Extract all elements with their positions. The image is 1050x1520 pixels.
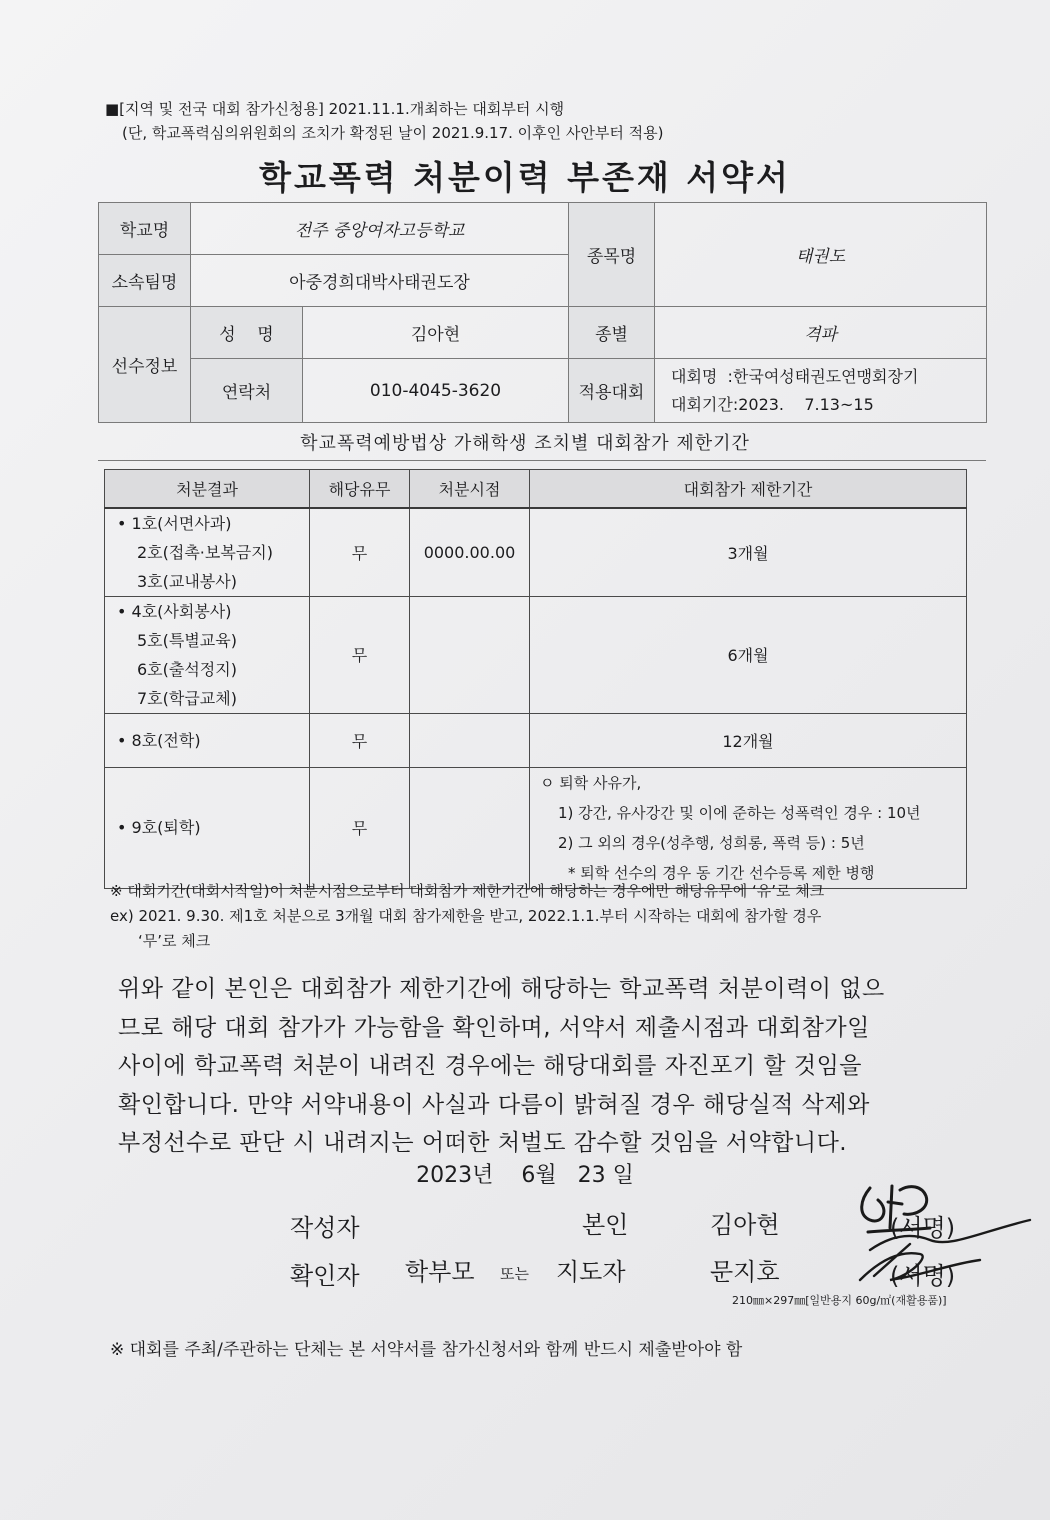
disposition-item: 7호(학급교체) (137, 688, 237, 708)
school-value: 전주 중앙여자고등학교 (191, 203, 569, 255)
team-label: 소속팀명 (99, 255, 191, 307)
header-disposition: 처분결과 (105, 470, 310, 508)
name-label: 성 명 (191, 307, 303, 359)
note-1: ※ 대회기간(대회시작일)이 처분시점으로부터 대회참가 제한기간에 해당하는 경우에만 해당유무에 ‘유’로 체크 (110, 882, 825, 900)
disposition-date (410, 767, 530, 888)
document-title: 학교폭력 처분이력 부존재 서약서 (259, 158, 791, 197)
restriction-subtitle: 학교폭력예방법상 가해학생 조치별 대회참가 제한기간 (300, 433, 750, 454)
pledge-date: 2023년 6월 23 일 (416, 1163, 634, 1188)
reason-line: 2) 그 외의 경우(성추행, 성희롱, 폭력 등) : 5년 (558, 833, 865, 852)
name-value: 김아현 (303, 307, 569, 359)
applicable-value: 무 (310, 713, 410, 767)
pledge-paragraph (118, 970, 968, 1163)
pledge-line: 확인합니다. 만약 서약내용이 사실과 다름이 밝혀질 경우 해당실적 삭제와 (118, 1091, 870, 1118)
coach-name: 문지호 (710, 1258, 780, 1286)
restriction-period: 12개월 (530, 713, 967, 767)
contact-value: 010-4045-3620 (303, 359, 569, 423)
signature-placeholder-1: (서명) (890, 1214, 956, 1242)
self-name: 김아현 (710, 1211, 780, 1239)
disposition-items (105, 713, 310, 767)
disposition-item: 6호(출석정지) (137, 659, 237, 679)
team-value: 아중경희대박사태권도장 (191, 255, 569, 307)
note-3: ‘무’로 체크 (138, 932, 211, 950)
applied-competition-value (655, 359, 987, 423)
reason-line: * 퇴학 선수의 경우 동 기간 선수등록 제한 병행 (568, 863, 875, 882)
self-label: 본인 (582, 1211, 629, 1239)
signature-placeholder-2: (서명) (890, 1262, 956, 1290)
or-label: 또는 (500, 1265, 529, 1283)
category-label: 종별 (569, 307, 655, 359)
author-label: 작성자 (290, 1214, 360, 1242)
category-value: 격파 (655, 307, 987, 359)
competition-name: 대회명 :한국여성태권도연맹회장기 (671, 366, 919, 386)
applicable-value: 무 (310, 767, 410, 888)
applied-competition-label: 적용대회 (569, 359, 655, 423)
divider (98, 460, 986, 461)
disposition-date (410, 596, 530, 713)
disposition-items (105, 596, 310, 713)
disposition-items (105, 767, 310, 888)
event-label: 종목명 (569, 203, 655, 307)
info-table (98, 202, 987, 423)
handwritten-signature (830, 1180, 1050, 1290)
restriction-period: 3개월 (530, 508, 967, 597)
disposition-date (410, 713, 530, 767)
expulsion-reasons (530, 767, 967, 888)
header-disposition-date: 처분시점 (410, 470, 530, 508)
athlete-info-label: 선수정보 (99, 307, 191, 423)
applicable-value: 무 (310, 596, 410, 713)
confirmer-label: 확인자 (290, 1262, 360, 1290)
table-row (105, 713, 967, 767)
paper-spec: 210㎜×297㎜[일반용지 60g/㎡(재활용품)] (732, 1294, 947, 1307)
header-applicable: 해당유무 (310, 470, 410, 508)
header-restriction-period: 대회참가 제한기간 (530, 470, 967, 508)
reason-line: 1) 강간, 유사강간 및 이에 준하는 성폭력인 경우 : 10년 (558, 803, 921, 822)
disposition-item: 2호(접촉·보복금지) (137, 542, 273, 562)
disposition-item: 3호(교내봉사) (137, 571, 237, 591)
disposition-items (105, 508, 310, 597)
pledge-line: 므로 해당 대회 참가가 가능함을 확인하며, 서약서 제출시점과 대회참가일 (118, 1014, 870, 1041)
coach-label: 지도자 (556, 1258, 626, 1286)
competition-period: 대회기간:2023. 7.13~15 (671, 394, 874, 414)
restriction-period: 6개월 (530, 596, 967, 713)
pledge-line: 부정선수로 판단 시 내려지는 어떠한 처벌도 감수할 것임을 서약합니다. (118, 1130, 848, 1156)
disposition-item: • 1호(서면사과) (117, 513, 232, 533)
header-line-1: ■[지역 및 전국 대회 참가신청용] 2021.11.1.개최하는 대회부터 시행 (105, 100, 565, 118)
event-value: 태권도 (655, 203, 987, 307)
pledge-line: 사이에 학교폭력 처분이 내려진 경우에는 해당대회를 자진포기 할 것임을 (118, 1053, 863, 1079)
disposition-item: 5호(특별교육) (137, 630, 237, 650)
contact-label: 연락처 (191, 359, 303, 423)
disposition-item: • 4호(사회봉사) (117, 601, 232, 621)
parent-label: 학부모 (405, 1258, 475, 1286)
table-row (105, 596, 967, 713)
footer-note: ※ 대회를 주최/주관하는 단체는 본 서약서를 참가신청서와 함께 반드시 제출받아야 함 (110, 1340, 743, 1360)
note-2: ex) 2021. 9.30. 제1호 처분으로 3개월 대회 참가제한을 받고, 2022.1.1.부터 시작하는 대회에 참가할 경우 (110, 907, 822, 925)
header-line-2: (단, 학교폭력심의위원회의 조치가 확정된 날이 2021.9.17. 이후인 사안부터 적용) (122, 124, 664, 142)
table-row (105, 767, 967, 888)
restriction-table (104, 469, 967, 889)
school-label: 학교명 (99, 203, 191, 255)
applicable-value: 무 (310, 508, 410, 597)
disposition-item: • 9호(퇴학) (117, 818, 201, 837)
reason-line: ㅇ 퇴학 사유가, (540, 773, 642, 792)
table-row (105, 508, 967, 597)
disposition-date: 0000.00.00 (410, 508, 530, 597)
disposition-item: • 8호(전학) (117, 730, 201, 750)
pledge-line: 위와 같이 본인은 대회참가 제한기간에 해당하는 학교폭력 처분이력이 없으 (118, 976, 885, 1002)
